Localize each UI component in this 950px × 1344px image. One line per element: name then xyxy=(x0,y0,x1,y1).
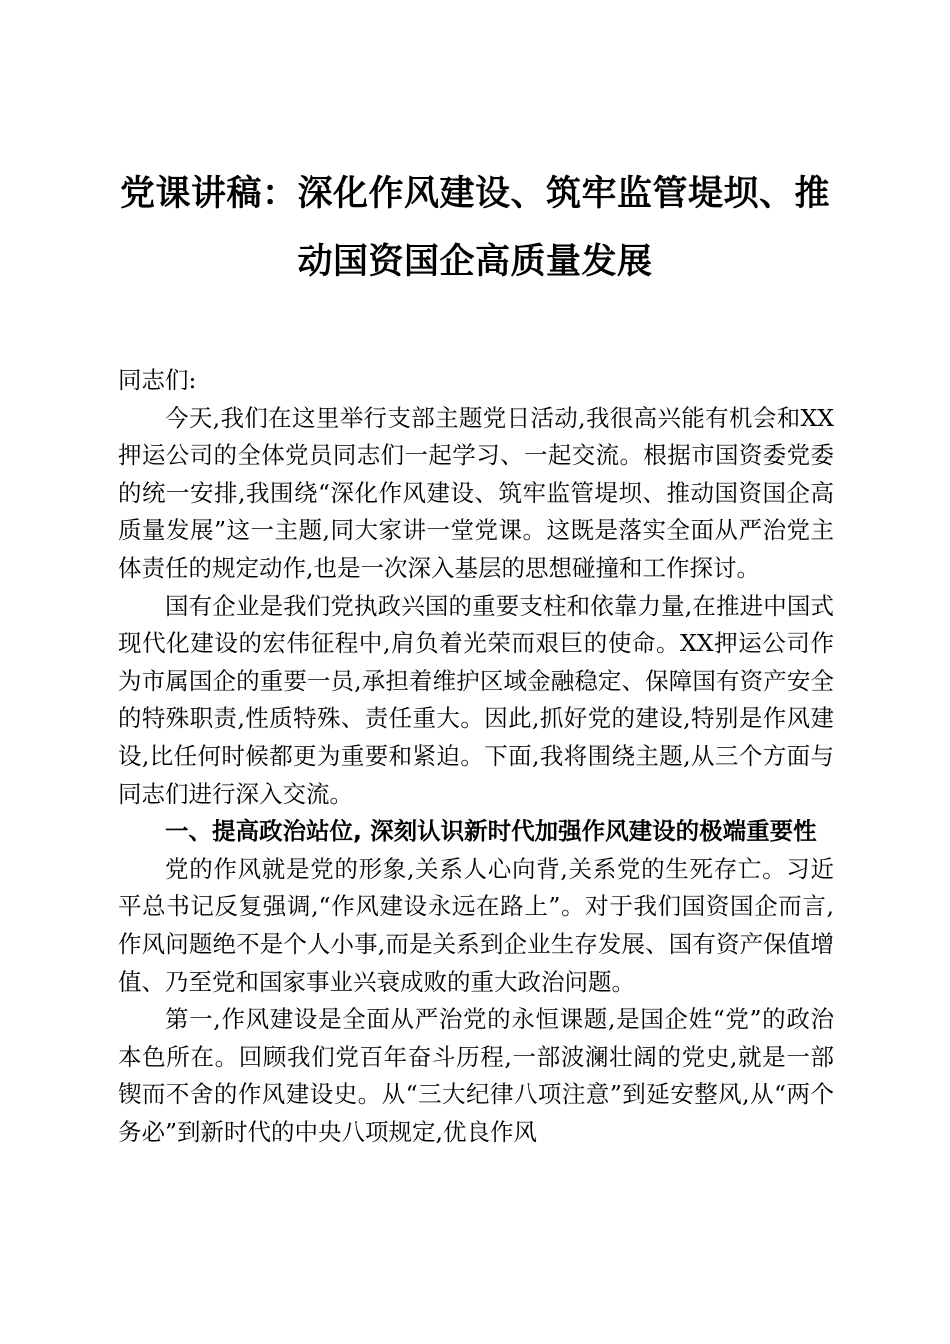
paragraph-context: 国有企业是我们党执政兴国的重要支柱和依靠力量,在推进中国式现代化建设的宏伟征程中,肩负着光荣而艰巨的使命。XX押运公司作为市属国企的重要一员,承担着维护区域金融稳定、保障国有资产安全的特殊职责,性质特殊、责任重大。因此,抓好党的建设,特别是作风建设,比任何时候都更为重要和紧迫。下面,我将围绕主题,从三个方面与同志们进行深入交流。 xyxy=(118,591,834,808)
paragraph-section-intro: 党的作风就是党的形象,关系人心向背,关系党的生死存亡。习近平总书记反复强调,“作风建设永远在路上”。对于我们国资国企而言,作风问题绝不是个人小事,而是关系到企业生存发展、国有资产保值增值、乃至党和国家事业兴衰成败的重大政治问题。 xyxy=(118,854,834,996)
title-line-1: 党课讲稿：深化作风建设、筑牢监管堤坝、推 xyxy=(119,173,830,214)
title-line-2: 动国资国企高质量发展 xyxy=(297,241,653,282)
document-body xyxy=(118,362,834,1151)
paragraph-opening: 今天,我们在这里举行支部主题党日活动,我很高兴能有机会和XX押运公司的全体党员同志们一起学习、一起交流。根据市国资委党委的统一安排,我围绕“深化作风建设、筑牢监管堤坝、推动国资国企高质量发展”这一主题,同大家讲一堂党课。这既是落实全面从严治党主体责任的规定动作,也是一次深入基层的思想碰撞和工作探讨。 xyxy=(118,403,834,582)
section-heading-1: 一、提高政治站位, 深刻认识新时代加强作风建设的极端重要性 xyxy=(165,817,817,846)
paragraph-point-first: 第一,作风建设是全面从严治党的永恒课题,是国企姓“党”的政治本色所在。回顾我们党百年奋斗历程,一部波澜壮阔的党史,就是一部锲而不舍的作风建设史。从“三大纪律八项注意”到延安整风,从“两个务必”到新时代的中央八项规定,优良作风 xyxy=(118,1005,834,1146)
salutation: 同志们: xyxy=(118,366,197,394)
document-title xyxy=(118,160,832,296)
